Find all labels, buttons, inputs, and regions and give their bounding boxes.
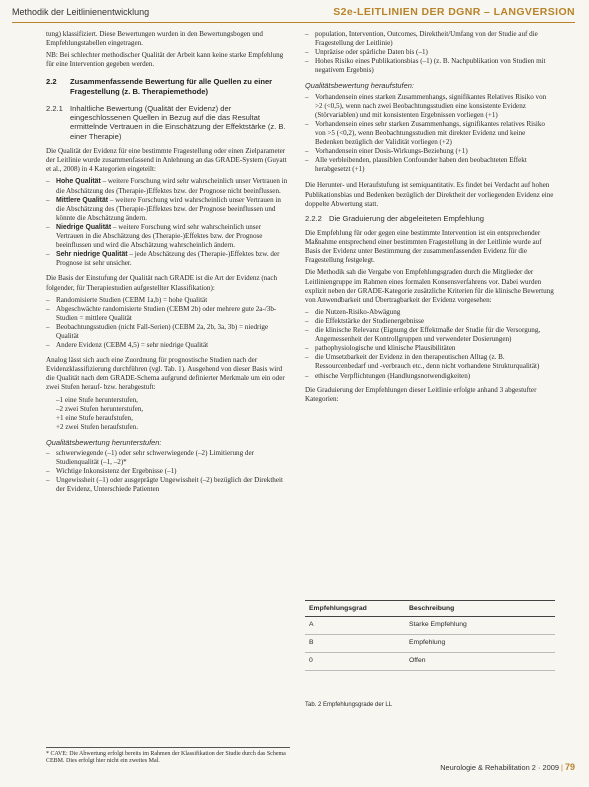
table-cell: Empfehlung [405,635,555,653]
journal-name: Neurologie & Rehabilitation 2 · 2009 [440,763,559,772]
list-item: – die Nutzen-Risiko-Abwägung [305,308,555,317]
list-item: – pathophysiologische und klinische Plausibilitäten [305,344,555,353]
table-row [305,617,555,635]
list-item: – Ungewissheit (–1) oder ausgeprägte Ungewissheit (–2) bezüglich der Direktheit der Evidenz, Unterschiede Patienten [46,476,290,494]
method-paragraph: Die Methodik sah die Vergabe von Empfehlungsgraden durch die Mitglieder der Leitliniengruppe im Rahmen eines formalen Konsensverfahrens vor. Dabei wurden explizit neben der GRADE-Kategorie zusätzliche Kriterien für die klinische Bewertung von Anwendbarkeit und Übertragbarkeit der Evidenz vorgesehen: [305,268,554,304]
list-item: – Unpräzise oder spärliche Daten bis (–1) [305,48,555,57]
table-caption: Tab. 2 Empfehlungsgrade der LL [305,702,393,708]
running-header-right: S2e-LEITLINIEN DER DGNR – LANGVERSION [333,6,575,18]
list-item: – Andere Evidenz (CEBM 4,5) = sehr niedrige Qualität [46,341,290,350]
list-item: – Vorhandensein einer Dosis-Wirkungs-Beziehung (+1) [305,147,555,156]
graduation-paragraph: Die Graduierung der Empfehlungen dieser Leitlinie erfolgte anhand 3 abgestufter Kategorien: [305,385,537,403]
list-item: – Beobachtungsstudien (nicht Fall-Serien) (CEBM 2a, 2b, 3a, 3b) = niedrige Qualität [46,323,290,341]
table-header: Empfehlungsgrad [305,601,405,617]
step-list [46,396,290,432]
recommendation-paragraph: Die Empfehlung für oder gegen eine bestimmte Intervention ist ein entsprechender Maßnahme entsprechend einer bestimmten Fragestellung in der Leitlinie wurde auf Basis der Evidenz unter Bestimmung der zusammenfassenden Evidenz für die Fragestellung festgelegt. [305,229,542,265]
table-cell: 0 [305,653,405,671]
nb-paragraph: NB: Bei schlechter methodischer Qualität der Arbeit kann keine starke Empfehlung für eine Intervention gegeben werden. [46,51,284,69]
header-rule [12,22,575,23]
table-cell: A [305,617,405,635]
upgrade-list [305,93,555,175]
table-cell: Starke Empfehlung [405,617,555,635]
list-item: –2 zwei Stufen herunterstufen, [56,404,144,413]
semiquantitative-paragraph: Die Herunter- und Heraufstufung ist semiquantitativ. Es findet bei Verdacht auf hohen Publikationsbias und Bedenken bezüglich der Direktheit der vorliegenden Evidenz eine doppelte Abwertung statt. [305,181,554,208]
subsection-number: 2.2.2 [305,213,322,223]
table-header: Beschreibung [405,601,555,617]
downgrade-list [46,449,290,494]
downgrade-heading: Qualitätsbewertung herunterstufen: [46,437,162,447]
subsection-title: Inhaltliche Bewertung (Qualität der Evidenz) der eingeschlossenen Quellen in Bezug auf die das Resultat ermittelnde Vertrauen in die Einschätzung der Effektstärke (z. B. einer Therapie) [70,103,286,141]
upgrade-heading: Qualitätsbewertung heraufstufen: [305,81,414,91]
page-footer: Neurologie & Rehabilitation 2 · 2009 | 79 [440,762,575,772]
list-item: – Hohe Qualität – weitere Forschung wird sehr wahrscheinlich unser Vertrauen in die Abschätzung des (Therapie-)Effektes bzw. der Prognose nicht beeinflussen. [46,177,290,195]
table-header-row [305,601,555,617]
page-number: 79 [564,762,575,772]
list-item: +2 zwei Stufen heraufstufen. [56,422,139,431]
list-item: +1 eine Stufe heraufstufen, [56,413,133,422]
list-item: – Abgeschwächte randomisierte Studien (CEBM 2b) oder mehrere gute 2a-/3b-Studien = mittlere Qualität [46,305,290,323]
right-column [305,30,555,407]
list-item: – Vorhandensein eines sehr starken Zusammenhangs, signifikantes relatives Risiko von >5 (<0,2), wenn Beobachtungsstudien mit direkter Evidenz und keine Bedenken bezüglich der Validität vorliegen (+2) [305,120,555,147]
subsection-number: 2.2.1 [46,103,63,113]
downgrade-list-continued [305,30,555,75]
list-item: – Randomisierte Studien (CEBM 1a,b) = hohe Qualität [46,296,290,305]
intro-paragraph: tung) klassifiziert. Diese Bewertungen wurden in den Bewertungsbogen und Empfehlungstabellen eingetragen. [46,30,263,48]
basis-paragraph: Die Basis der Einstufung der Qualität nach GRADE ist die Art der Evidenz (nach folgender, für Therapiestudien aufgestellter Klassifikation): [46,274,278,292]
list-item: – die Effektstärke der Studienergebnisse [305,317,555,326]
section-heading [46,77,290,96]
subsection-heading [46,104,290,142]
footnote: * CAVE: Die Abwertung erfolgt bereits im Rahmen der Klassifikation der Studie durch das Schema CEBM. Dies erfolgt hier nicht ein zweites Mal. [46,747,290,765]
list-item: – Vorhandensein eines starken Zusammenhangs, signifikantes Relatives Risiko von >2 (<0,5), wenn nach zwei Beobachtungsstudien eine konsistente Evidenz (Störvariablen) und mit konsistenten Ergebnissen vorliegen (+1) [305,93,555,120]
table-cell: B [305,635,405,653]
list-item: – Alle verbleibenden, plausiblen Confounder haben den beobachteten Effekt herabgesetzt (+1) [305,156,555,174]
criteria-list [305,308,555,381]
study-type-list [46,296,290,351]
table-row [305,653,555,671]
list-item: – Sehr niedrige Qualität – jede Abschätzung des (Therapie-)Effektes bzw. der Prognose ist sehr unsicher. [46,250,290,268]
prognostic-paragraph: Analog lässt sich auch eine Zuordnung für prognostische Studien nach der Evidenzklassifizierung durchführen (vgl. Tab. 1). Ausgehend von dieser Basis wird die Qualität nach dem GRADE-Schema aufgrund definierter Merkmale um ein oder zwei Stufen herauf- bzw. herabgestuft: [46,356,285,392]
left-column [46,30,290,494]
list-item: – die klinische Relevanz (Eignung der Effektmaße der Studie für die Versorgung, Angemessenheit der Kontrollgruppen und verwendeter Dosierungen) [305,326,555,344]
grade-intro-paragraph: Die Qualität der Evidenz für eine bestimmte Fragestellung oder einen Zielparameter der Leitlinie wurde zusammenfassend in Anlehnung an das GRADE-System (Guyatt et al., 2008) in 4 Kategorien eingeteilt: [46,147,287,174]
list-item: – Wichtige Inkonsistenz der Ergebnisse (–1) [46,467,290,476]
list-item: – Niedrige Qualität – weitere Forschung wird sehr wahrscheinlich unser Vertrauen in die Abschätzung des (Therapie-)Effektes bzw. der Prognose beeinflussen und wird die Abschätzung wahrscheinlich ändern. [46,223,290,250]
list-item: – population, Intervention, Outcomes, Direktheit/Umfang von der Studie auf die Fragestellung der Leitlinie) [305,30,555,48]
list-item: – schwerwiegende (–1) oder sehr schwerwiegende (–2) Limitierung der Studienqualität (–1, –2)* [46,449,290,467]
running-header-left: Methodik der Leitlinienentwicklung [12,7,150,17]
subsection-title: Die Graduierung der abgeleiteten Empfehlung [329,213,484,223]
list-item: – ethische Verpflichtungen (Handlungsnotwendigkeiten) [305,372,555,381]
section-number: 2.2 [46,77,57,87]
recommendation-grade-table [305,600,555,671]
list-item: – Hohes Risiko eines Publikationsbias (–1) (z. B. Nachpublikation von Studien mit negativem Ergebnis) [305,57,555,75]
table-row [305,635,555,653]
list-item: –1 eine Stufe herunterstufen, [56,395,138,404]
table-cell: Offen [405,653,555,671]
list-item: – die Umsetzbarkeit der Evidenz in den therapeutischen Alltag (z. B. Ressourcenbedarf und -verbrauch etc., denn nicht vorhandene Strukturqualität) [305,353,555,371]
section-title: Zusammenfassende Bewertung für alle Quellen zu einer Fragestellung (z. B. Therapiemethode) [70,77,273,96]
list-item: – Mittlere Qualität – weitere Forschung wird wahrscheinlich unser Vertrauen in die Abschätzung des (Therapie-)Effektes bzw. der Prognose beeinflussen und könnte die Abschätzung ändern. [46,196,290,223]
subsection-heading [305,214,555,223]
quality-grade-list [46,177,290,268]
